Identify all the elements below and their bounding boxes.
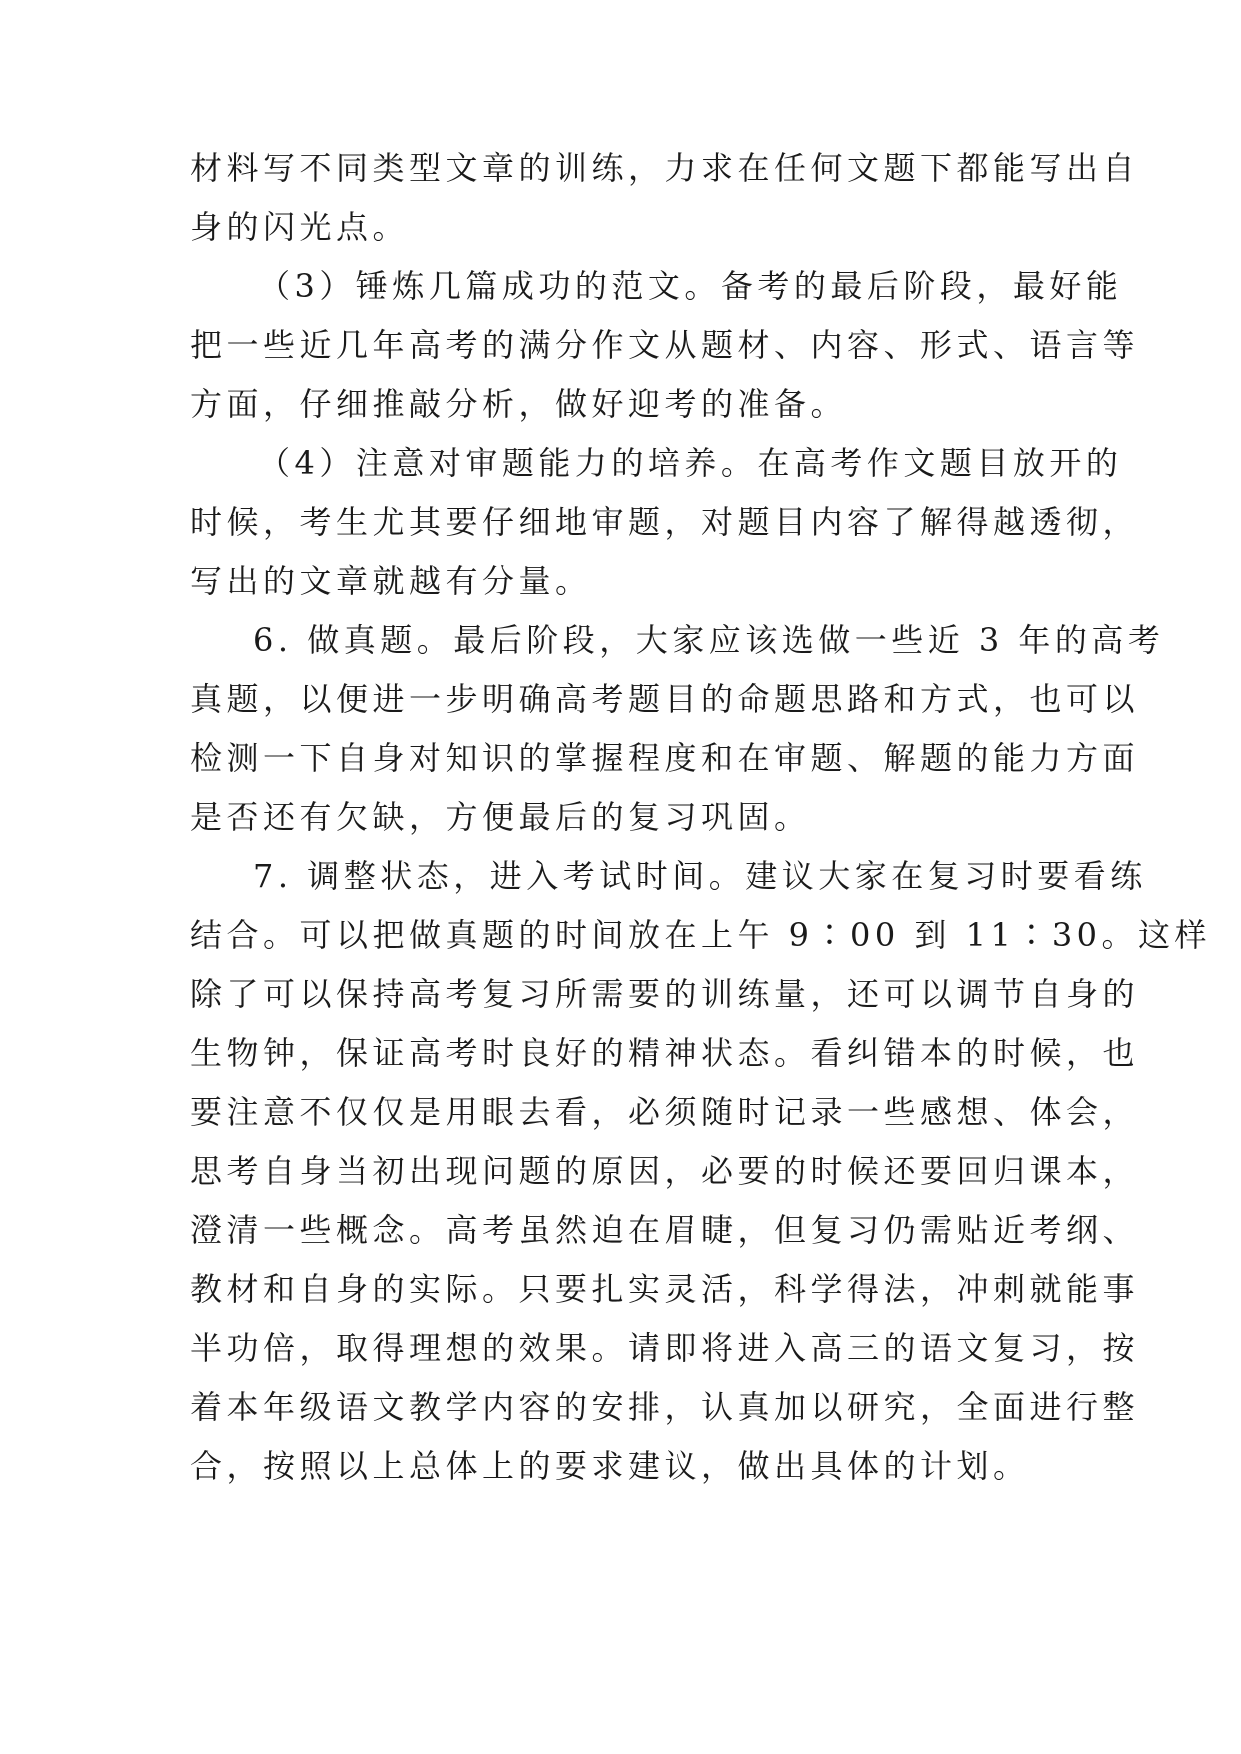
- text-line: 教材和自身的实际。只要扎实灵活，科学得法，冲刺就能事: [190, 1270, 1140, 1308]
- text-line: 写出的文章就越有分量。: [190, 562, 592, 600]
- text-line: 思考自身当初出现问题的原因，必要的时候还要回归课本，: [190, 1152, 1140, 1190]
- text-line: 要注意不仅仅是用眼去看，必须随时记录一些感想、体会，: [190, 1093, 1140, 1131]
- text-line: 6. 做真题。最后阶段，大家应该选做一些近 3 年的高考: [253, 621, 1165, 659]
- text-line: （3）锤炼几篇成功的范文。备考的最后阶段，最好能: [258, 267, 1123, 305]
- text-line: 真题，以便进一步明确高考题目的命题思路和方式，也可以: [190, 680, 1140, 718]
- text-line: 材料写不同类型文章的训练，力求在任何文题下都能写出自: [190, 149, 1140, 187]
- text-line: 除了可以保持高考复习所需要的训练量，还可以调节自身的: [190, 975, 1140, 1013]
- text-line: 把一些近几年高考的满分作文从题材、内容、形式、语言等: [190, 326, 1140, 364]
- text-line: 7. 调整状态，进入考试时间。建议大家在复习时要看练: [253, 857, 1147, 895]
- text-line: 着本年级语文教学内容的安排，认真加以研究，全面进行整: [190, 1388, 1140, 1426]
- text-line: 检测一下自身对知识的掌握程度和在审题、解题的能力方面: [190, 739, 1140, 777]
- text-line: 方面，仔细推敲分析，做好迎考的准备。: [190, 385, 848, 423]
- text-line: 澄清一些概念。高考虽然迫在眉睫，但复习仍需贴近考纲、: [190, 1211, 1140, 1249]
- text-line: 结合。可以把做真题的时间放在上午 9∶00 到 11∶30。这样: [190, 916, 1212, 954]
- text-line: 生物钟，保证高考时良好的精神状态。看纠错本的时候，也: [190, 1034, 1140, 1072]
- text-line: （4）注意对审题能力的培养。在高考作文题目放开的: [258, 444, 1123, 482]
- text-line: 合，按照以上总体上的要求建议，做出具体的计划。: [190, 1447, 1030, 1485]
- text-line: 半功倍，取得理想的效果。请即将进入高三的语文复习，按: [190, 1329, 1140, 1367]
- text-line: 身的闪光点。: [190, 208, 410, 246]
- text-line: 时候，考生尤其要仔细地审题，对题目内容了解得越透彻，: [190, 503, 1140, 541]
- text-line: 是否还有欠缺，方便最后的复习巩固。: [190, 798, 811, 836]
